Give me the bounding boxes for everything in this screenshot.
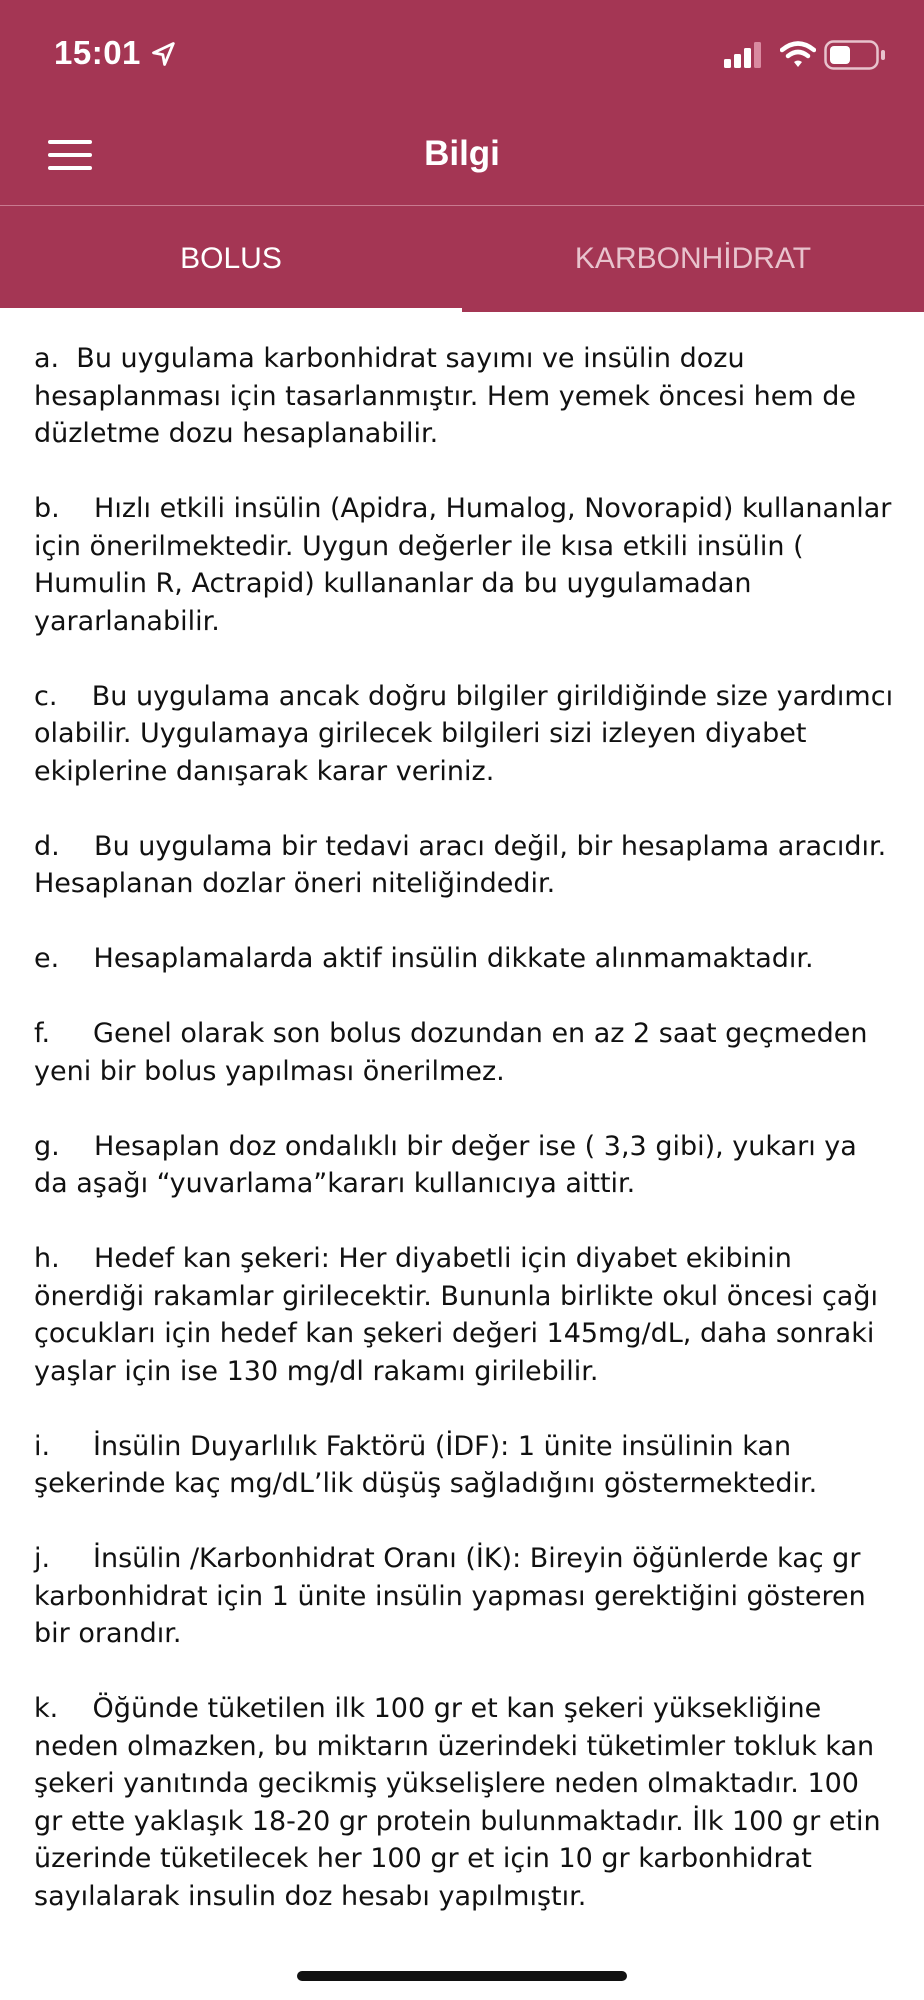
info-paragraph-b: b. Hızlı etkili insülin (Apidra, Humalog, Novorapid) kullananlar için önerilmektedir. Uygun değerler ile kısa etkili insülin ( Humulin R, Actrapid) kullananlar da bu uygulamadan yararlanabilir. (34, 493, 900, 637)
active-tab-indicator (0, 308, 462, 312)
info-content (34, 340, 902, 1953)
tab-bolus[interactable]: BOLUS (180, 242, 282, 275)
status-time: 15:01 (54, 34, 141, 71)
tab-karbonhidrat[interactable]: KARBONHİDRAT (574, 242, 812, 275)
cellular-signal-icon (724, 42, 768, 68)
page-title: Bilgi (424, 134, 500, 173)
info-paragraph-a: a. Bu uygulama karbonhidrat sayımı ve insülin dozu hesaplanması için tasarlanmıştır. Hem yemek öncesi hem de düzletme dozu hesaplanabilir. (34, 343, 865, 449)
info-paragraph-e: e. Hesaplamalarda aktif insülin dikkate alınmamaktadır. (34, 943, 814, 974)
app-header (0, 0, 924, 205)
info-paragraph-k: k. Öğünde tüketilen ilk 100 gr et kan şekeri yüksekliğine neden olmazken, bu miktarın üzerindeki tüketimler tokluk kan şekeri yanıtında gecikmiş yükselişlere neden olmaktadır. 100 gr ette yaklaşık 18-20 gr protein bulunmaktadır. İlk 100 gr etin üzerinde tüketilecek her 100 gr et için 10 gr karbonhidrat sayılalarak insulin doz hesabı yapılmıştır. (34, 1693, 890, 1912)
info-paragraph-h: h. Hedef kan şekeri: Her diyabetli için diyabet ekibinin önerdiği rakamlar girilecektir. Bununla birlikte okul öncesi çağı çocukları için hedef kan şekeri değeri 145mg/dL, daha sonraki yaşlar için ise 130 mg/dl rakamı girilebilir. (34, 1243, 887, 1387)
info-paragraph-d: d. Bu uygulama bir tedavi aracı değil, bir hesaplama aracıdır. Hesaplanan dozlar öneri niteliğindedir. (34, 830, 895, 899)
info-paragraph-g: g. Hesaplan doz ondalıklı bir değer ise ( 3,3 gibi), yukarı ya da aşağı “yuvarlama”kararı kullanıcıya aittir. (34, 1130, 866, 1199)
info-paragraph-j: j. İnsülin /Karbonhidrat Oranı (İK): Bireyin öğünlerde kaç gr karbonhidrat için 1 ünite insülin yapması gerektiğini gösteren bir orandır. (34, 1543, 875, 1649)
battery-icon (824, 40, 886, 70)
tab-bar (0, 206, 924, 312)
info-paragraph-i: i. İnsülin Duyarlılık Faktörü (İDF): 1 ünite insülinin kan şekerinde kaç mg/dL’lik düşüş sağladığını göstermektedir. (34, 1430, 818, 1499)
info-paragraph-f: f. Genel olarak son bolus dozundan en az 2 saat geçmeden yeni bir bolus yapılması önerilmez. (34, 1018, 877, 1087)
location-arrow-icon (150, 40, 178, 68)
info-paragraph-c: c. Bu uygulama ancak doğru bilgiler girildiğinde size yardımcı olabilir. Uygulamaya girilecek bilgileri sizi izleyen diyabet ekiplerine danışarak karar veriniz. (34, 680, 902, 787)
wifi-icon (780, 40, 816, 68)
home-indicator (297, 1971, 627, 1981)
